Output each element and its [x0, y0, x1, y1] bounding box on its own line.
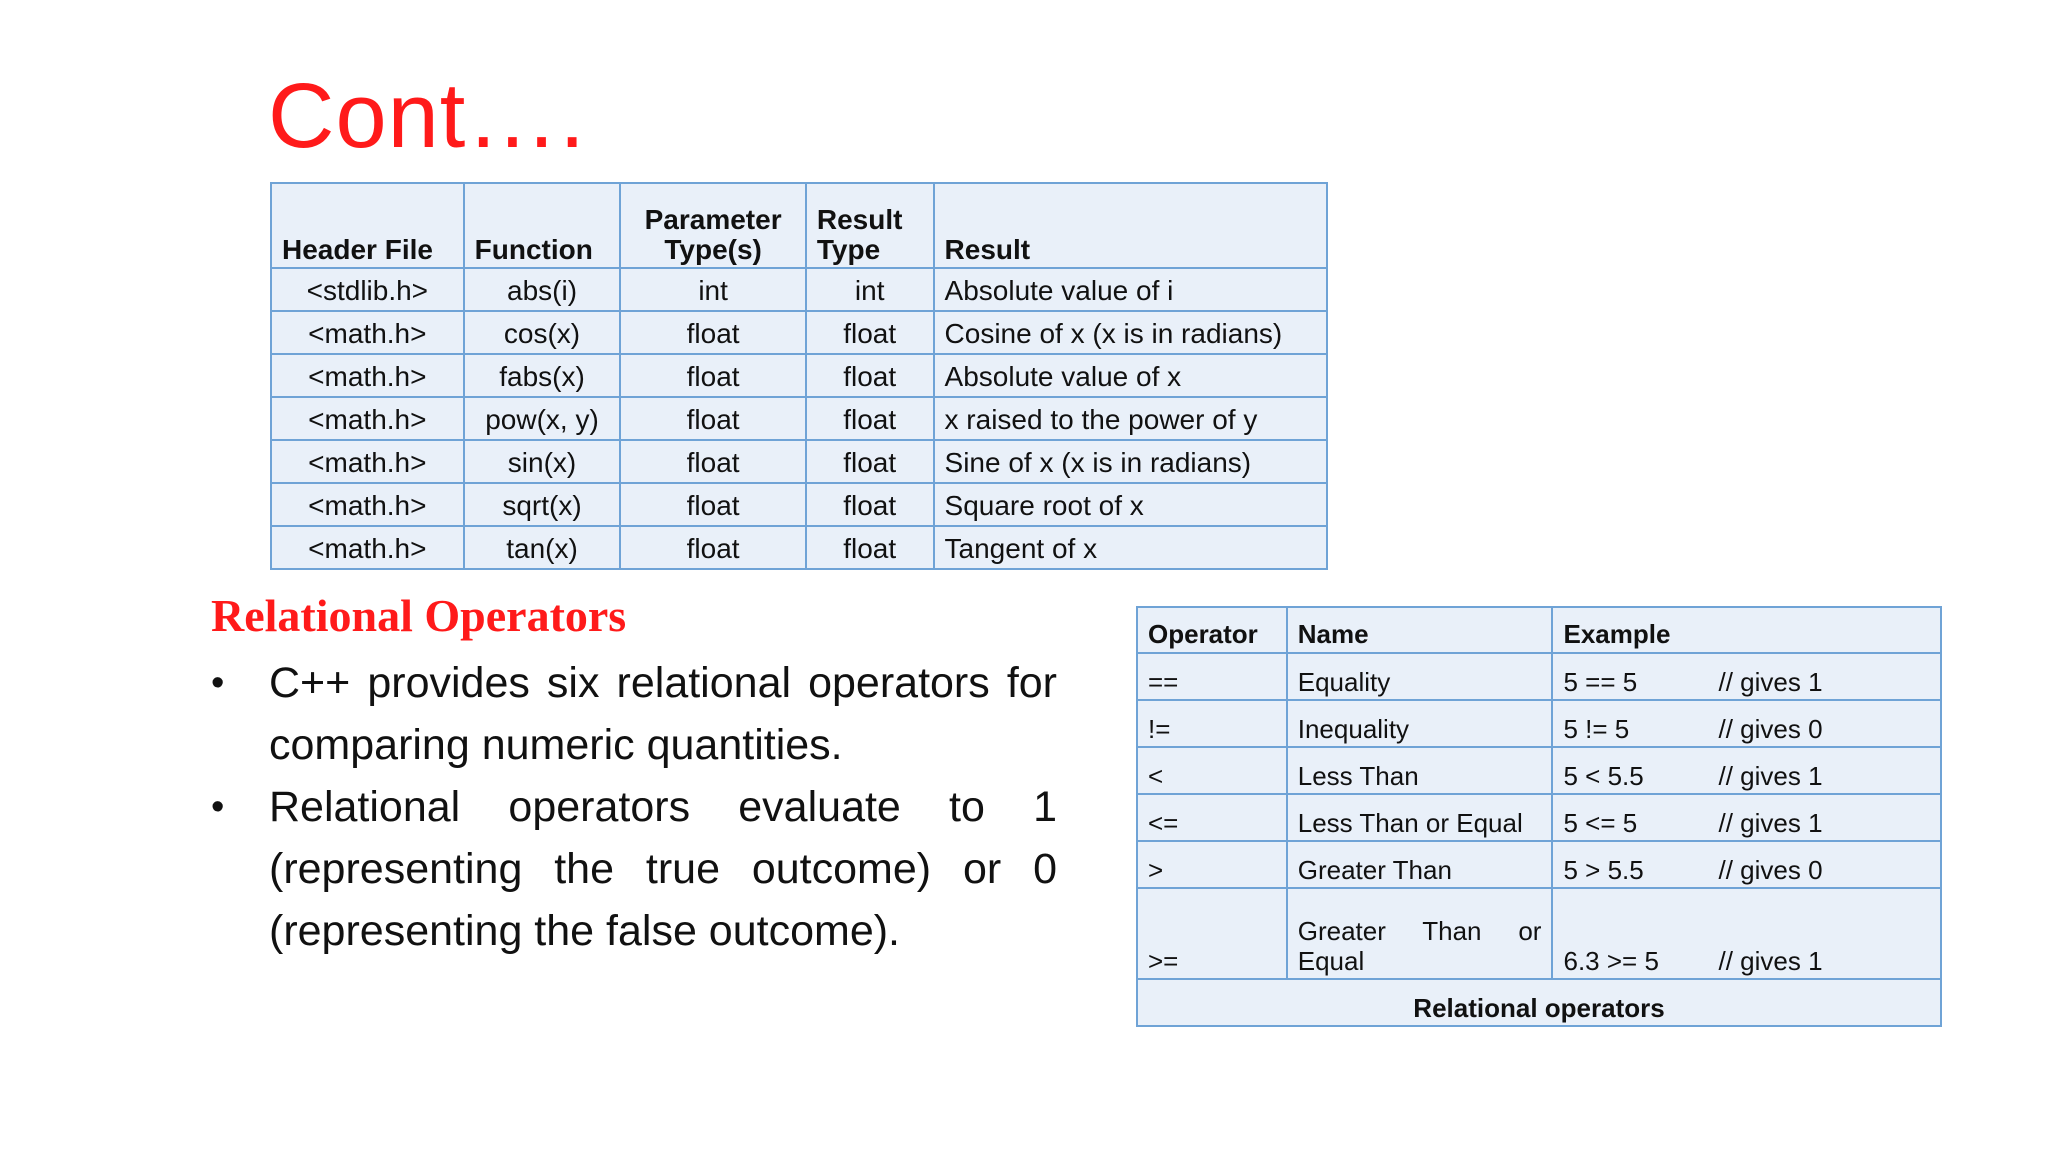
name-cell: Greater Than or Equal: [1287, 888, 1553, 979]
result-type-cell: int: [806, 268, 934, 311]
name-cell: Less Than: [1287, 747, 1553, 794]
header-file-cell: <math.h>: [271, 483, 464, 526]
result-cell: Absolute value of x: [934, 354, 1327, 397]
example-comment: // gives 0: [1718, 855, 1823, 885]
name-column-header: Name: [1287, 607, 1553, 653]
operator-column-header: Operator: [1137, 607, 1287, 653]
table-row: [1137, 841, 1941, 888]
name-cell: Inequality: [1287, 700, 1553, 747]
result-cell: Sine of x (x is in radians): [934, 440, 1327, 483]
function-column-header: Function: [464, 183, 621, 268]
table-row: [1137, 653, 1941, 700]
operator-cell: !=: [1137, 700, 1287, 747]
result-cell: Tangent of x: [934, 526, 1327, 569]
bullet-text: C++ provides six relational operators for comparing numeric quantities.: [269, 659, 1057, 769]
parameter-type-cell: float: [620, 526, 806, 569]
operators-table-header-row: [1137, 607, 1941, 653]
header-file-cell: <math.h>: [271, 397, 464, 440]
example-expression: 6.3 >= 5: [1563, 946, 1659, 976]
example-cell: [1552, 653, 1941, 700]
bullet-icon: •: [211, 662, 225, 704]
example-column-header: Example: [1552, 607, 1941, 653]
function-cell: cos(x): [464, 311, 621, 354]
result-cell: Cosine of x (x is in radians): [934, 311, 1327, 354]
parameter-header-line-2: Type(s): [664, 233, 762, 265]
function-cell: sqrt(x): [464, 483, 621, 526]
example-comment: // gives 1: [1718, 667, 1823, 697]
example-expression: 5 != 5: [1563, 714, 1630, 744]
example-cell: [1552, 841, 1941, 888]
header-file-cell: <stdlib.h>: [271, 268, 464, 311]
example-comment: // gives 1: [1718, 946, 1823, 976]
result-type-cell: float: [806, 311, 934, 354]
functions-table: [270, 182, 1328, 570]
result-type-header-line-2: Type: [816, 233, 881, 265]
result-cell: Absolute value of i: [934, 268, 1327, 311]
header-file-column-header: Header File: [271, 183, 464, 268]
example-expression: 5 > 5.5: [1563, 855, 1644, 885]
result-type-header-line-1: Result: [816, 203, 903, 235]
table-row: [271, 354, 1327, 397]
caption-row: [1137, 979, 1941, 1026]
example-cell: [1552, 888, 1941, 979]
table-row: [271, 483, 1327, 526]
bullet-icon: •: [211, 786, 225, 828]
parameter-header-line-1: Parameter: [644, 203, 782, 235]
header-file-cell: <math.h>: [271, 311, 464, 354]
result-type-cell: float: [806, 354, 934, 397]
table-caption: Relational operators: [1137, 979, 1941, 1026]
functions-table-header-row: [271, 183, 1327, 268]
parameter-types-column-header: [620, 183, 806, 268]
result-column-header: Result: [934, 183, 1327, 268]
table-row: [1137, 747, 1941, 794]
bullet-item: [211, 776, 1057, 962]
function-cell: pow(x, y): [464, 397, 621, 440]
name-cell: Less Than or Equal: [1287, 794, 1553, 841]
operator-cell: <=: [1137, 794, 1287, 841]
function-cell: sin(x): [464, 440, 621, 483]
operator-cell: <: [1137, 747, 1287, 794]
parameter-type-cell: float: [620, 397, 806, 440]
example-expression: 5 < 5.5: [1563, 761, 1644, 791]
result-type-cell: float: [806, 440, 934, 483]
result-type-column-header: [806, 183, 934, 268]
parameter-type-cell: float: [620, 311, 806, 354]
function-cell: abs(i): [464, 268, 621, 311]
example-comment: // gives 1: [1718, 808, 1823, 838]
table-row: [271, 397, 1327, 440]
table-row: [271, 440, 1327, 483]
header-file-cell: <math.h>: [271, 526, 464, 569]
header-file-cell: <math.h>: [271, 354, 464, 397]
example-cell: [1552, 747, 1941, 794]
table-row: [1137, 888, 1941, 979]
example-comment: // gives 1: [1718, 761, 1823, 791]
function-cell: fabs(x): [464, 354, 621, 397]
result-cell: Square root of x: [934, 483, 1327, 526]
parameter-type-cell: float: [620, 354, 806, 397]
operator-cell: >=: [1137, 888, 1287, 979]
table-row: [271, 311, 1327, 354]
parameter-type-cell: float: [620, 440, 806, 483]
function-cell: tan(x): [464, 526, 621, 569]
example-comment: // gives 0: [1718, 714, 1823, 744]
example-expression: 5 == 5: [1563, 667, 1638, 697]
bullet-list: [211, 652, 1057, 962]
table-row: [1137, 700, 1941, 747]
relational-operators-heading: Relational Operators: [211, 590, 627, 641]
operator-cell: >: [1137, 841, 1287, 888]
table-row: [1137, 794, 1941, 841]
result-type-cell: float: [806, 483, 934, 526]
example-cell: [1552, 794, 1941, 841]
name-cell: Equality: [1287, 653, 1553, 700]
name-cell: Greater Than: [1287, 841, 1553, 888]
example-expression: 5 <= 5: [1563, 808, 1638, 838]
table-row: [271, 268, 1327, 311]
operator-cell: ==: [1137, 653, 1287, 700]
bullet-text: Relational operators evaluate to 1 (representing the true outcome) or 0 (representing the false outcome).: [269, 783, 1057, 955]
parameter-type-cell: int: [620, 268, 806, 311]
result-cell: x raised to the power of y: [934, 397, 1327, 440]
table-row: [271, 526, 1327, 569]
header-file-cell: <math.h>: [271, 440, 464, 483]
result-type-cell: float: [806, 397, 934, 440]
parameter-type-cell: float: [620, 483, 806, 526]
operators-table: [1136, 606, 1942, 1027]
slide-title: Cont….: [268, 65, 586, 167]
bullet-item: [211, 652, 1057, 776]
example-cell: [1552, 700, 1941, 747]
result-type-cell: float: [806, 526, 934, 569]
